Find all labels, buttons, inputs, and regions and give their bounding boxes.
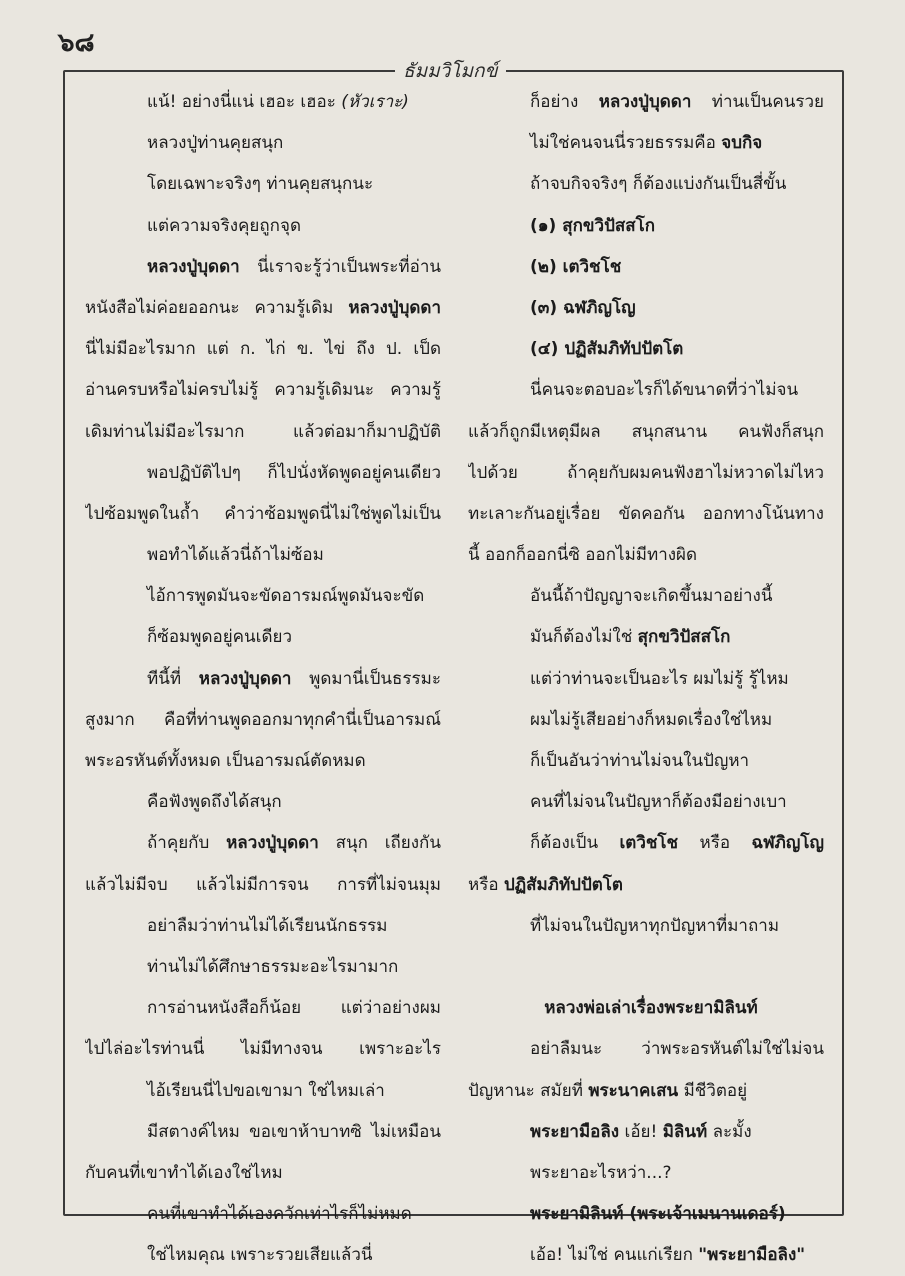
bold-term: พระยามิลินท์ (พระเจ้าเมนานเดอร์) <box>530 1204 786 1225</box>
text-line <box>85 700 441 741</box>
text-run: แต่ความจริงคุยถูกจุด <box>147 215 301 236</box>
text-line <box>468 1235 824 1276</box>
text-line <box>85 206 441 247</box>
right-text-column <box>468 82 824 1276</box>
bold-term: (๑) สุกขวิปัสสโก <box>530 215 656 236</box>
text-line <box>85 494 441 535</box>
text-run: พอปฏิบัติไปๆ ก็ไปนั่งหัดพูดอยู่คนเดียว <box>147 462 441 483</box>
text-line <box>85 453 441 494</box>
bold-term: สุกขวิปัสสโก <box>637 627 731 648</box>
text-line <box>85 1029 441 1070</box>
text-line <box>468 329 824 370</box>
text-line <box>468 823 824 864</box>
text-run: มีสตางค์ไหม ขอเขาห้าบาทซิ ไม่เหมือน <box>147 1121 441 1142</box>
text-line <box>85 164 441 205</box>
text-line <box>468 1029 824 1070</box>
bold-term: (๔) ปฏิสัมภิทัปปัตโต <box>530 339 684 360</box>
text-run: กับคนที่เขาทำได้เองใช่ไหม <box>85 1162 283 1183</box>
text-line <box>468 82 824 123</box>
text-line <box>85 535 441 576</box>
text-line <box>85 370 441 411</box>
text-line <box>468 370 824 411</box>
text-run: อย่าลืมนะ ว่าพระอรหันต์ไม่ใช่ไม่จน <box>530 1039 824 1060</box>
text-line <box>468 659 824 700</box>
text-line <box>85 329 441 370</box>
text-run: ไปไล่อะไรท่านนี่ ไม่มีทางจน เพราะอะไร <box>85 1039 441 1060</box>
text-line <box>85 823 441 864</box>
text-line <box>468 741 824 782</box>
text-line <box>468 617 824 658</box>
text-run: ที่ไม่จนในปัญหาทุกปัญหาที่มาถาม <box>530 915 780 936</box>
bold-term: เตวิชโช <box>619 833 679 854</box>
left-text-column <box>85 82 441 1276</box>
bold-term: หลวงปู่บุดดา <box>598 92 692 112</box>
text-run: นี่เราจะรู้ว่าเป็นพระที่อ่าน <box>239 256 441 277</box>
text-run: สูงมาก คือที่ท่านพูดออกมาทุกคำนี่เป็นอารมณ์ <box>85 709 441 730</box>
text-run: ก็อย่าง <box>530 92 599 112</box>
text-line <box>85 1153 441 1194</box>
text-run: นี่ไม่มีอะไรมาก แต่ ก. ไก่ ข. ไข่ ถึง ป. เป็ด <box>85 339 441 360</box>
text-run: อย่าลืมว่าท่านไม่ได้เรียนนักธรรม <box>147 915 388 936</box>
text-line <box>468 1071 824 1112</box>
text-run: สนุก เถียงกัน <box>318 833 441 854</box>
text-run: หรือ <box>468 874 504 895</box>
text-run: ถ้าคุยกับ <box>147 833 227 854</box>
text-run: แล้วก็ถูกมีเหตุมีผล สนุกสนาน คนฟังก็สนุก <box>468 421 824 442</box>
text-line <box>468 535 824 576</box>
text-line <box>85 247 441 288</box>
text-line <box>85 412 441 453</box>
bold-term: พระยามือลิง <box>530 1121 620 1142</box>
bold-term: หลวงพ่อเล่าเรื่องพระยามิลินท์ <box>544 998 758 1019</box>
text-line <box>468 576 824 617</box>
text-line <box>85 1194 441 1235</box>
text-run: เอ้ย! <box>619 1121 663 1142</box>
text-run: พูดมานี่เป็นธรรมะ <box>291 668 441 689</box>
text-line <box>85 865 441 906</box>
bold-term: (๒) เตวิชโช <box>530 256 622 277</box>
text-line <box>85 123 441 164</box>
bold-term: หลวงปู่บุดดา <box>198 668 292 689</box>
text-line <box>85 82 441 123</box>
text-line <box>468 412 824 453</box>
italic-note: (หัวเราะ) <box>341 92 409 112</box>
bold-term: มิลินท์ <box>662 1121 708 1142</box>
text-run: ก็ซ้อมพูดอยู่คนเดียว <box>147 627 293 648</box>
text-run: เดิมท่านไม่มีอะไรมาก แล้วต่อมาก็มาปฏิบัติ <box>85 421 441 442</box>
text-line <box>85 659 441 700</box>
text-line <box>468 206 824 247</box>
text-line <box>468 906 824 947</box>
text-line <box>468 1194 824 1235</box>
text-run: ไอ้เรียนนี่ไปขอเขามา ใช่ไหมเล่า <box>147 1080 385 1101</box>
text-run: ทะเลาะกันอยู่เรื่อย ขัดคอกัน ออกทางโน้นทาง <box>468 503 824 524</box>
text-line <box>85 741 441 782</box>
bold-term: "พระยามือลิง" <box>698 1245 806 1266</box>
bold-term: ปฏิสัมภิทัปปัตโต <box>503 874 623 895</box>
text-run: นี้ ออกก็ออกนี่ซิ ออกไม่มีทางผิด <box>468 545 698 566</box>
text-run: การอ่านหนังสือก็น้อย แต่ว่าอย่างผม <box>147 998 441 1019</box>
text-line <box>468 1153 824 1194</box>
text-run: คือฟังพูดถึงได้สนุก <box>147 792 282 813</box>
text-run: อันนี้ถ้าปัญญาจะเกิดขึ้นมาอย่างนี้ <box>530 586 773 607</box>
text-run: มันก็ต้องไม่ใช่ <box>530 627 638 648</box>
text-line <box>468 453 824 494</box>
text-line <box>468 947 824 988</box>
text-run: พอทำได้แล้วนี่ถ้าไม่ซ้อม <box>147 545 324 566</box>
bold-term: พระนาคเสน <box>588 1080 679 1101</box>
text-run: หลวงปู่ท่านคุยสนุก <box>147 133 284 154</box>
text-run: ปัญหานะ สมัยที่ <box>468 1080 589 1101</box>
bold-term: หลวงปู่บุดดา <box>147 256 240 277</box>
text-run: หนังสือไม่ค่อยออกนะ ความรู้เดิม <box>85 297 349 318</box>
bold-term: หลวงปู่บุดดา <box>226 833 319 854</box>
text-run: ก็ต้องเป็น <box>530 833 620 854</box>
text-line <box>85 1071 441 1112</box>
text-run: อ่านครบหรือไม่ครบไม่รู้ ความรู้เดิมนะ ความรู้ <box>85 380 441 401</box>
text-run: พระอรหันต์ทั้งหมด เป็นอารมณ์ตัดหมด <box>85 751 366 771</box>
text-run: ท่านไม่ได้ศึกษาธรรมะอะไรมามาก <box>147 956 399 977</box>
text-line <box>468 865 824 906</box>
text-run: นี่คนจะตอบอะไรก็ได้ขนาดที่ว่าไม่จน <box>530 380 799 401</box>
text-line <box>468 700 824 741</box>
text-run: ไอ้การพูดมันจะขัดอารมณ์พูดมันจะขัด <box>147 586 425 607</box>
text-line <box>85 988 441 1029</box>
text-run: ทีนี้ที่ <box>147 668 199 689</box>
text-line <box>85 576 441 617</box>
text-run: ก็เป็นอันว่าท่านไม่จนในปัญหา <box>530 751 750 771</box>
text-line <box>468 123 824 164</box>
text-run: ละมั้ง <box>707 1121 752 1142</box>
bold-term: (๓) ฉฬภิญโญ <box>530 297 636 318</box>
text-run: หรือ <box>678 833 752 854</box>
text-line <box>468 288 824 329</box>
bold-term: จบกิจ <box>721 133 763 154</box>
text-run: ใช่ไหมคุณ เพราะรวยเสียแล้วนี่ <box>147 1245 373 1266</box>
bold-term: หลวงปู่บุดดา <box>348 297 441 318</box>
text-line <box>468 494 824 535</box>
text-line <box>85 947 441 988</box>
text-line <box>85 782 441 823</box>
text-run: คนที่ไม่จนในปัญหาก็ต้องมีอย่างเบา <box>530 792 787 813</box>
running-header-title: ธัมมวิโมกข์ <box>395 56 506 86</box>
text-line <box>468 1112 824 1153</box>
text-run: แน้! อย่างนี่แน่ เฮอะ เฮอะ <box>147 92 342 112</box>
text-line <box>85 906 441 947</box>
text-run: ไปด้วย ถ้าคุยกับผมคนฟังฮาไม่หวาดไม่ไหว <box>468 462 824 483</box>
text-run: โดยเฉพาะจริงๆ ท่านคุยสนุกนะ <box>147 174 374 195</box>
text-run: แต่ว่าท่านจะเป็นอะไร ผมไม่รู้ รู้ไหม <box>530 668 789 689</box>
text-line <box>468 988 824 1029</box>
text-line <box>85 1112 441 1153</box>
text-run: มีชีวิตอยู่ <box>678 1080 748 1101</box>
text-run: ไม่ใช่คนจนนี่รวยธรรมคือ <box>530 133 722 154</box>
text-line <box>85 288 441 329</box>
text-run: แล้วไม่มีจบ แล้วไม่มีการจน การที่ไม่จนมุม <box>85 874 441 895</box>
text-run: ไปซ้อมพูดในถ้ำ คำว่าซ้อมพูดนี่ไม่ใช่พูดไม่เป็น <box>85 503 441 524</box>
text-line <box>468 164 824 205</box>
text-run: ผมไม่รู้เสียอย่างก็หมดเรื่องใช่ไหม <box>530 709 773 730</box>
text-run: พระยาอะไรหว่า...? <box>530 1162 672 1183</box>
text-run: ท่านเป็นคนรวย <box>691 92 824 112</box>
text-run: เอ้อ! ไม่ใช่ คนแก่เรียก <box>530 1245 699 1266</box>
text-run: ถ้าจบกิจจริงๆ ก็ต้องแบ่งกันเป็นสี่ขั้น <box>530 174 787 195</box>
bold-term: ฉฬภิญโญ <box>751 833 824 854</box>
text-run: คนที่เขาทำได้เองควักเท่าไรก็ไม่หมด <box>147 1204 412 1225</box>
page-number: ๖๘ <box>58 28 95 58</box>
text-line <box>468 782 824 823</box>
text-line <box>468 247 824 288</box>
text-line <box>85 1235 441 1276</box>
text-line <box>85 617 441 658</box>
